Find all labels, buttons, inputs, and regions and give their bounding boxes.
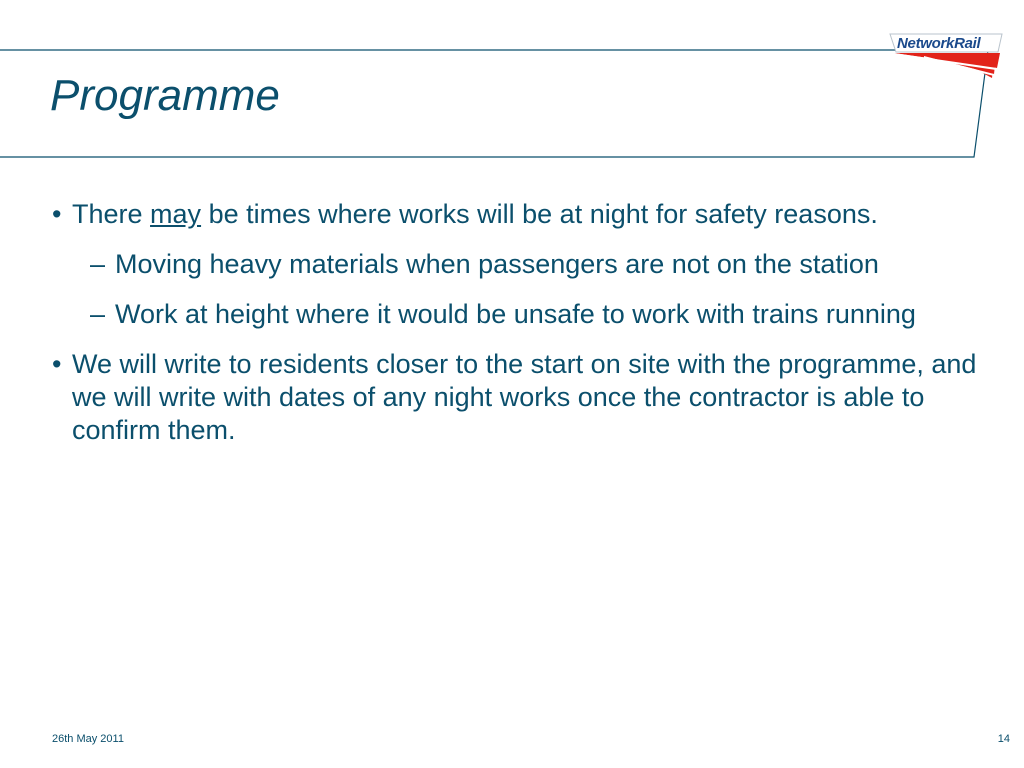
sub-bullet-item-2 [52,298,982,331]
page-number: 14 [997,733,1010,745]
bullet-marker: • [52,199,62,229]
bullet-text-before: There [72,199,151,229]
logo-arrow-bottom [958,60,994,78]
bullet-text-after: be times where works will be at night for safety reasons. [201,199,878,229]
logo-text: NetworkRail [897,35,981,52]
bullet-item-1 [52,198,982,231]
footer-date: 26th May 2011 [52,733,124,745]
bullet-text: We will write to residents closer to the start on site with the programme, and we will write with dates of any night works once the contractor is able to confirm them. [72,349,977,445]
sub-bullet-text: Work at height where it would be unsafe to work with trains running [115,299,916,329]
bullet-item-2 [52,348,982,447]
sub-bullet-marker: – [90,249,106,279]
sub-bullet-item-1 [52,248,982,281]
bullet-text-underlined: may [150,199,202,229]
sub-bullet-text: Moving heavy materials when passengers are not on the station [115,249,879,279]
bullet-marker: • [52,349,62,379]
sub-bullet-marker: – [90,299,106,329]
slide-title: Programme [50,71,280,120]
slide-body [52,198,982,464]
